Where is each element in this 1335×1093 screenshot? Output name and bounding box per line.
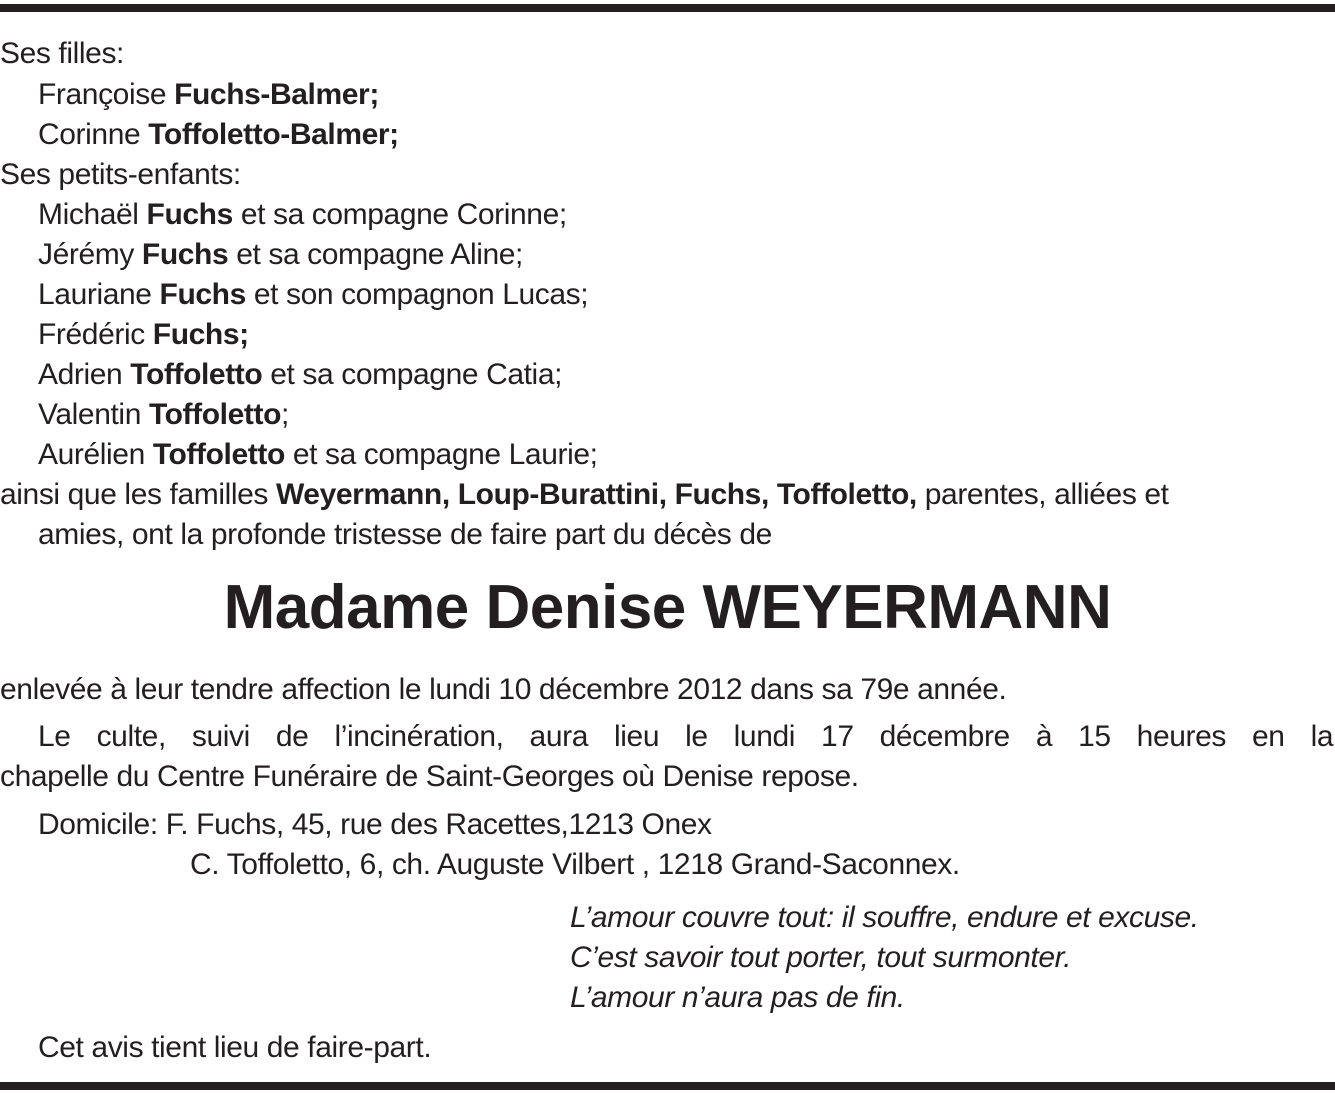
- culte-line-1: Le culte, suivi de l’incinération, aura lieu le lundi 17 décembre à 15 heures en la: [38, 720, 1334, 753]
- first-name: Valentin: [38, 398, 141, 431]
- culte-line-2: chapelle du Centre Funéraire de Saint-Georges où Denise repose.: [0, 760, 859, 793]
- petits-heading: Ses petits-enfants:: [0, 158, 241, 191]
- petit-enfant-line: [38, 315, 249, 355]
- family-name: Toffoletto: [130, 358, 263, 391]
- first-name: Michaël: [38, 198, 139, 231]
- line-rest: et sa compagne Catia;: [270, 358, 563, 391]
- quote-line: L’amour couvre tout: il souffre, endure et excuse.: [570, 901, 1199, 934]
- petit-enfant-line: [38, 235, 523, 275]
- petit-enfant-line: [38, 275, 588, 315]
- familles-prefix: ainsi que les familles: [0, 478, 268, 511]
- line-rest: ;: [281, 398, 289, 431]
- first-name: Jérémy: [38, 238, 134, 271]
- family-name: Fuchs-Balmer;: [174, 78, 379, 111]
- first-name: Lauriane: [38, 278, 152, 311]
- domicile-line-2: C. Toffoletto, 6, ch. Auguste Vilbert , 1218 Grand-Saconnex.: [190, 848, 960, 881]
- petit-enfant-line: [38, 355, 562, 395]
- petit-enfant-line: [38, 395, 289, 435]
- line-rest: et son compagnon Lucas;: [253, 278, 589, 311]
- first-name: Corinne: [38, 118, 141, 151]
- family-name: Fuchs;: [152, 318, 249, 351]
- line-rest: et sa compagne Laurie;: [292, 438, 598, 471]
- petit-enfant-line: [38, 195, 567, 235]
- deceased-name: Madame Denise WEYERMANN: [223, 573, 1112, 642]
- bottom-rule: [0, 1082, 1335, 1090]
- domicile-line-1: Domicile: F. Fuchs, 45, rue des Racettes,1213 Onex: [38, 808, 712, 841]
- first-name: Adrien: [38, 358, 123, 391]
- familles-suffix: parentes, alliées et: [924, 478, 1169, 511]
- top-rule: [0, 4, 1335, 12]
- fille-line: [38, 115, 399, 155]
- filles-heading: Ses filles:: [0, 37, 124, 70]
- familles-names: Weyermann, Loup-Burattini, Fuchs, Toffoletto,: [275, 478, 917, 511]
- family-name: Fuchs: [141, 238, 229, 271]
- family-name: Toffoletto-Balmer;: [148, 118, 399, 151]
- familles-line-2: amies, ont la profonde tristesse de faire part du décès de: [38, 518, 772, 551]
- quote-line: L’amour n’aura pas de fin.: [570, 981, 905, 1014]
- quote-line: C’est savoir tout porter, tout surmonter.: [570, 941, 1072, 974]
- line-rest: et sa compagne Corinne;: [240, 198, 567, 231]
- first-name: Françoise: [38, 78, 167, 111]
- family-name: Toffoletto: [148, 398, 281, 431]
- family-name: Toffoletto: [152, 438, 285, 471]
- footer-note: Cet avis tient lieu de faire-part.: [38, 1031, 432, 1064]
- family-name: Fuchs: [159, 278, 246, 311]
- first-name: Frédéric: [38, 318, 145, 351]
- enlevee-line: enlevée à leur tendre affection le lundi 10 décembre 2012 dans sa 79e année.: [0, 673, 1007, 706]
- fille-line: [38, 75, 379, 115]
- line-rest: et sa compagne Aline;: [236, 238, 523, 271]
- familles-line: [0, 475, 1335, 515]
- first-name: Aurélien: [38, 438, 145, 471]
- petit-enfant-line: [38, 435, 598, 475]
- family-name: Fuchs: [146, 198, 233, 231]
